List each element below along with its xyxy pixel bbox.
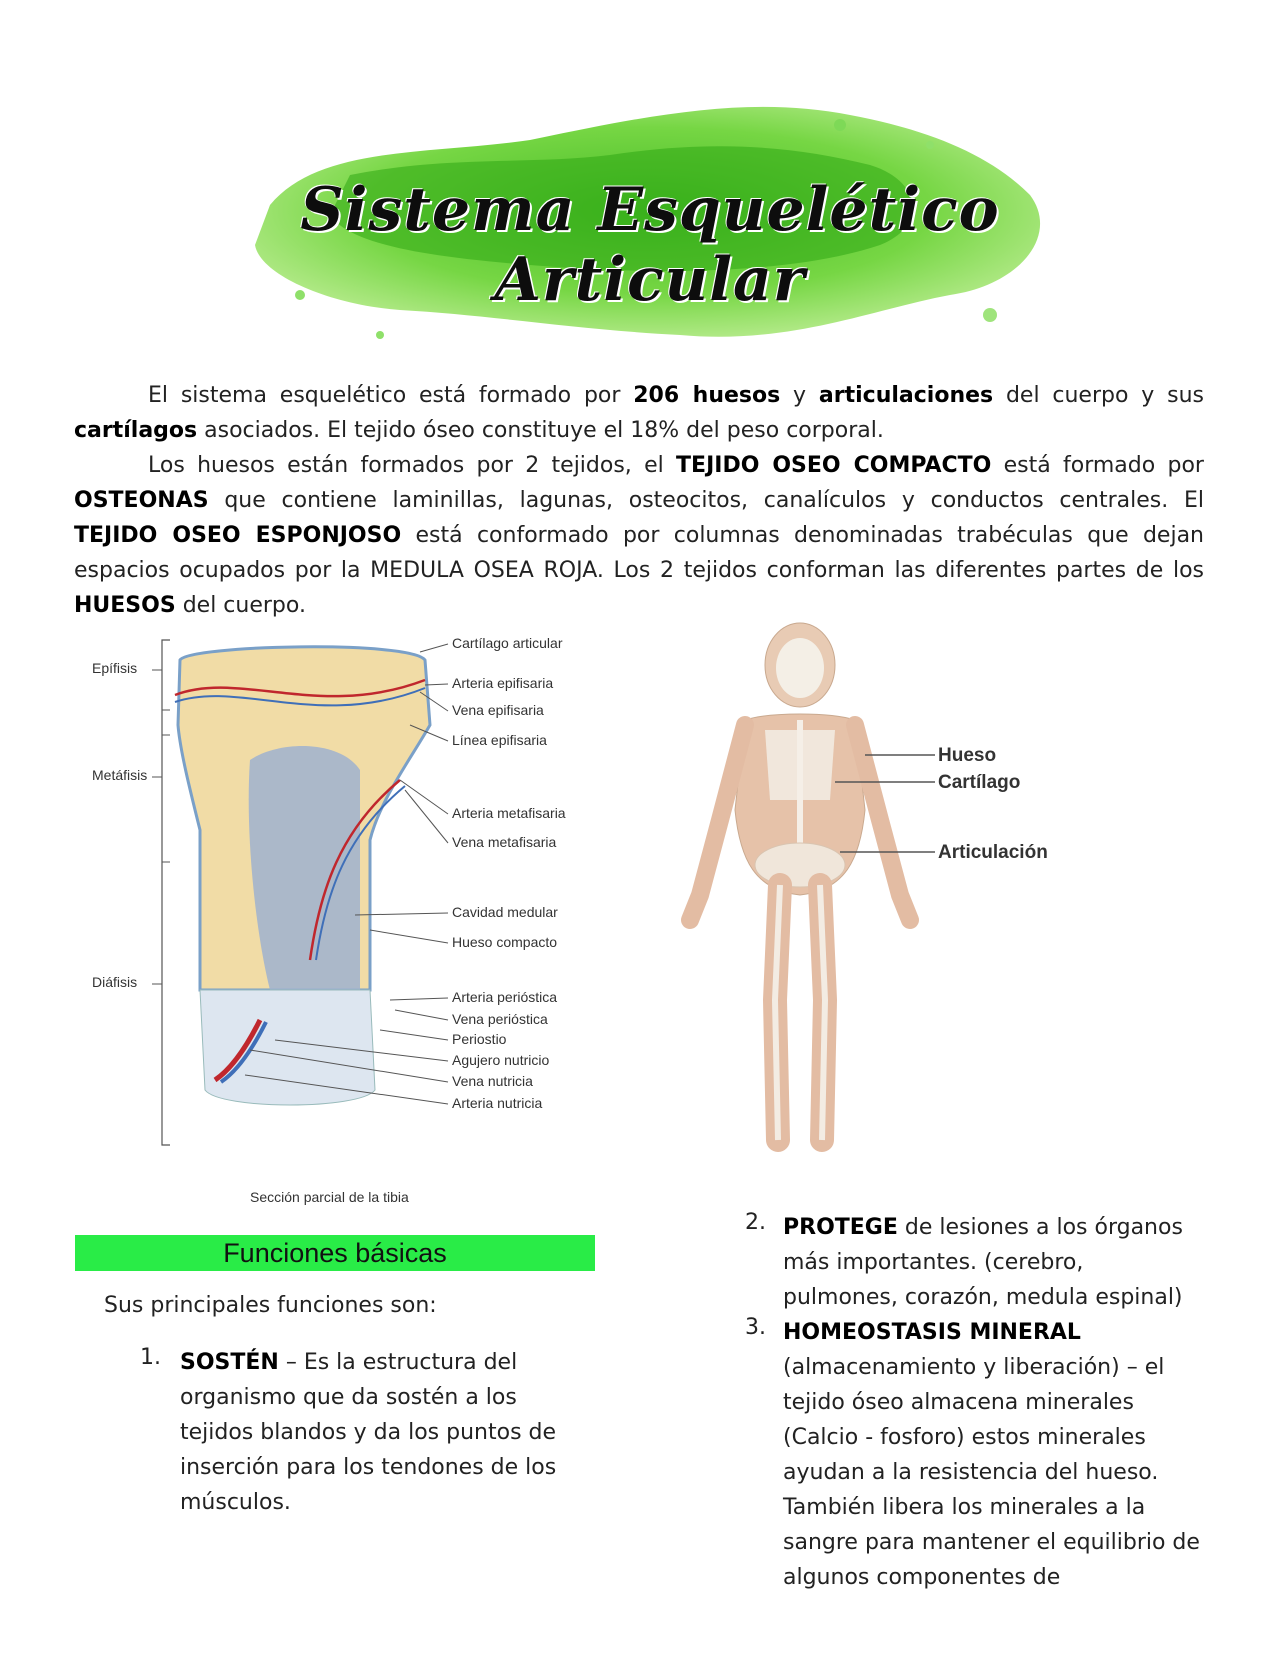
bone-label: Vena metafisaria (452, 834, 557, 850)
bone-label: Línea epifisaria (452, 732, 547, 748)
body-label-hueso: Hueso (938, 745, 997, 766)
function-item-3 (745, 1315, 1205, 1595)
item-title: SOSTÉN (180, 1350, 279, 1375)
region-label-diafisis: Diáfisis (92, 974, 138, 990)
item-text: – Es la estructura del organismo que da sostén a los tejidos blandos y da los puntos de inserción para los tendones de los músculos. (180, 1350, 557, 1515)
item-title: PROTEGE (783, 1215, 898, 1240)
leader-line (405, 790, 448, 843)
page-title: Sistema Esquelético Articular (300, 175, 1000, 315)
intro-paragraph-1: El sistema esquelético está formado por 206 huesos y articulaciones del cuerpo y sus cartílagos asociados. El tejido óseo constituye el 18% del peso corporal. (74, 383, 1204, 443)
body-label-articulacion: Articulación (938, 842, 1048, 863)
bone-label: Vena nutricia (452, 1073, 533, 1089)
functions-heading: Funciones básicas (75, 1235, 595, 1271)
skeleton-body-figure (670, 620, 1180, 1180)
periosteum-layer (200, 990, 375, 1105)
leader-line (420, 644, 448, 652)
medullary-cavity (249, 746, 360, 990)
leader-line (395, 1010, 448, 1020)
figure-caption: Sección parcial de la tibia (250, 1189, 409, 1205)
leader-line (400, 780, 448, 814)
function-item-1 (140, 1345, 580, 1520)
item-text: (almacenamiento y liberación) – el tejido óseo almacena minerales (Calcio - fosforo) estos minerales ayudan a la resistencia del hueso. También libera los minerales a la sangre para mantener el equilibrio de algunos componentes de (783, 1355, 1200, 1590)
leader-line (380, 1030, 448, 1040)
bone-label: Cavidad medular (452, 904, 558, 920)
bone-label: Vena epifisaria (452, 702, 544, 718)
leader-line (370, 930, 448, 943)
bone-label: Agujero nutricio (452, 1052, 550, 1068)
bone-label: Hueso compacto (452, 934, 558, 950)
item-number: 1. (140, 1345, 161, 1370)
bone-label: Arteria metafisaria (452, 805, 566, 821)
item-number: 2. (745, 1210, 766, 1235)
leader-line (390, 998, 448, 1000)
bone-label: Arteria perióstica (452, 989, 558, 1005)
body-label-cartilago: Cartílago (938, 772, 1021, 793)
leader-line (425, 684, 448, 685)
region-label-metafisis: Metáfisis (92, 767, 148, 783)
region-label-epifisis: Epífisis (92, 660, 138, 676)
region-bracket (162, 640, 170, 1145)
bone-label: Periostio (452, 1031, 507, 1047)
item-text: de lesiones a los órganos más importantes. (cerebro, pulmones, corazón, medula espinal) (783, 1215, 1183, 1310)
tibia-section-figure (80, 630, 620, 1230)
bone-label: Arteria epifisaria (452, 675, 554, 691)
bone-label: Vena perióstica (452, 1011, 548, 1027)
functions-intro: Sus principales funciones son: (104, 1293, 437, 1318)
item-title: HOMEOSTASIS MINERAL (783, 1320, 1081, 1345)
intro-paragraph-2: Los huesos están formados por 2 tejidos, el TEJIDO OSEO COMPACTO está formado por OSTEONAS que contiene laminillas, lagunas, osteocitos, canalículos y conductos centrales. El TEJIDO OSEO ESPONJOSO está conformado por columnas denominadas trabéculas que dejan espacios ocupados por la MEDULA OSEA ROJA. Los 2 tejidos conforman las diferentes partes de los HUESOS del cuerpo. (74, 453, 1205, 618)
bone-label: Arteria nutricia (452, 1095, 543, 1111)
bone-label: Cartílago articular (452, 635, 563, 651)
function-item-2 (745, 1210, 1205, 1315)
item-number: 3. (745, 1315, 766, 1340)
